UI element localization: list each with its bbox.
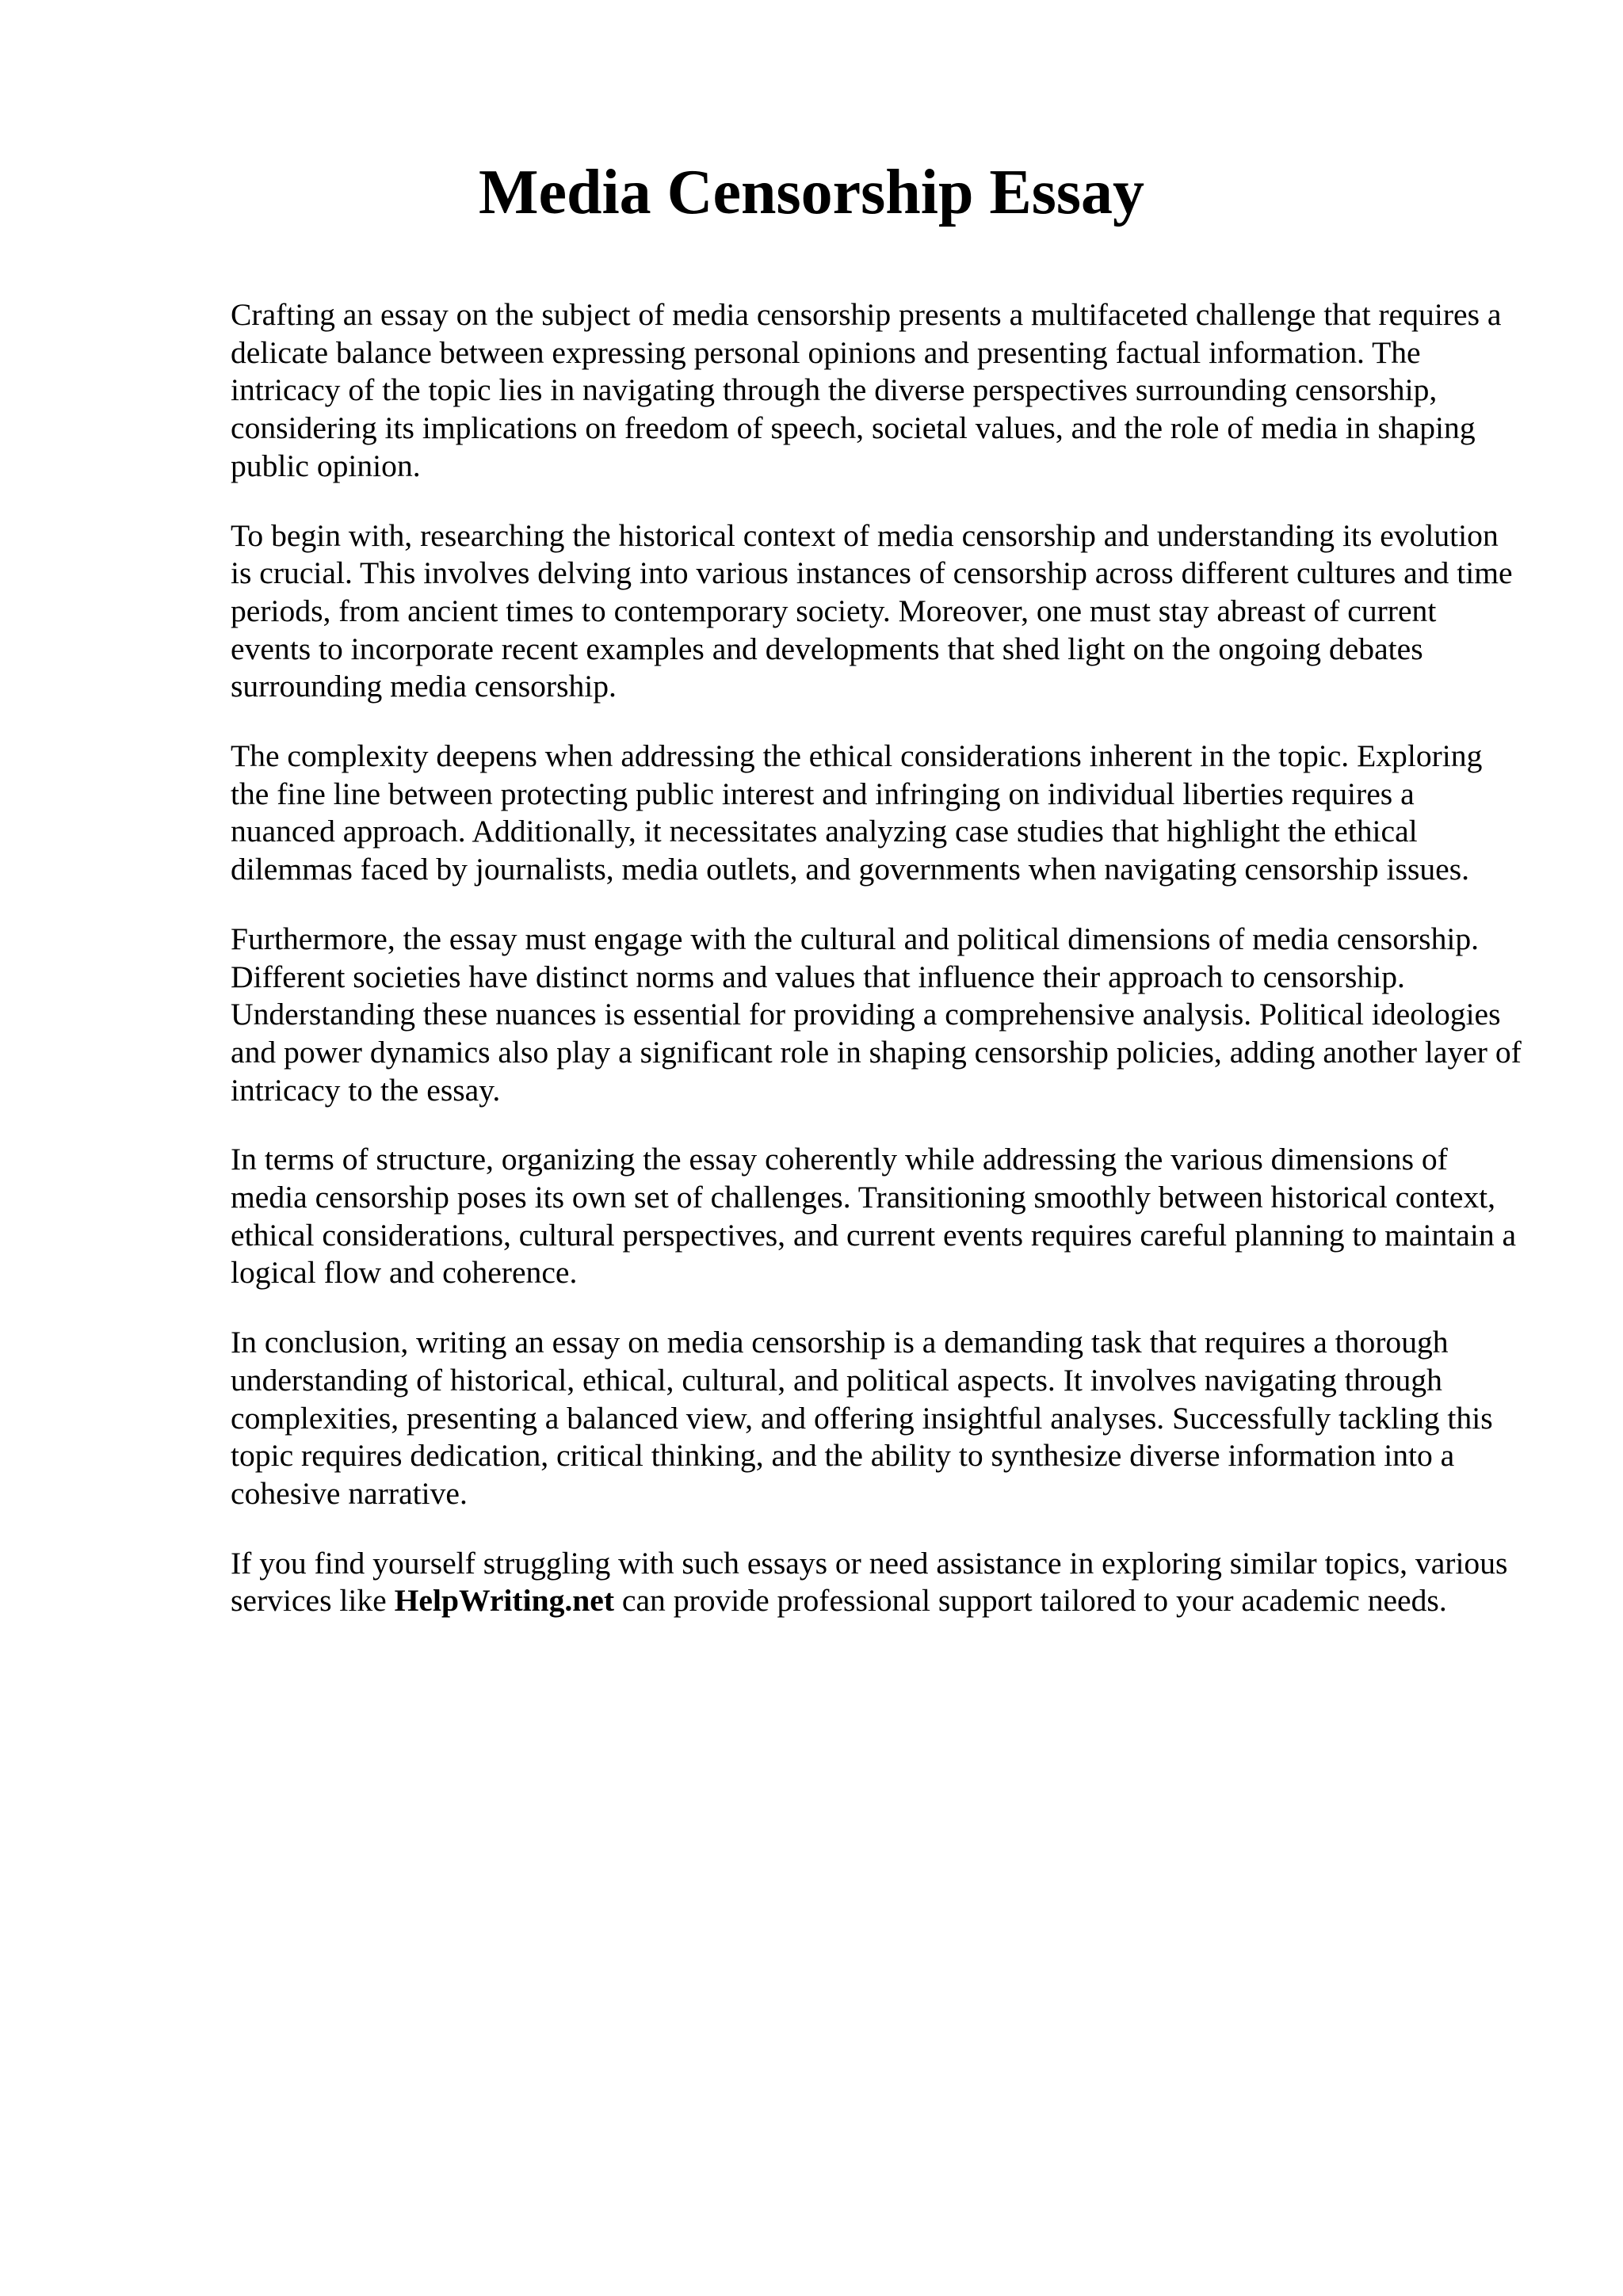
paragraph-ethical-considerations: The complexity deepens when addressing the ethical considerations inherent in the topic. Exploring the fine line between protecting public interest and infringing on individual liberties requires a nuanced approach. Additionally, it necessitates analyzing case studies that highlight the ethical dilemmas faced by journalists, media outlets, and governments when navigating censorship issues. — [231, 738, 1483, 887]
paragraph-intro: Crafting an essay on the subject of media censorship presents a multifaceted challenge that requires a delicate balance between expressing personal opinions and presenting factual information. The intricacy of the topic lies in navigating through the diverse perspectives surrounding censorship, considering its implications on freedom of speech, societal values, and the role of media in shaping public opinion. — [231, 297, 1502, 483]
paragraph-cultural-political: Furthermore, the essay must engage with the cultural and political dimensions of media censorship. Different societies have distinct norms and values that influence their approach to censorship. Understanding these nuances is essential for providing a comprehensive analysis. Political ideologies and power dynamics also play a significant role in shaping censorship policies, adding another layer of intricacy to the essay. — [231, 921, 1522, 1108]
paragraph-conclusion: In conclusion, writing an essay on media censorship is a demanding task that requires a thorough understanding of historical, ethical, cultural, and political aspects. It involves navigating through complexities, presenting a balanced view, and offering insightful analyses. Successfully tackling this topic requires dedication, critical thinking, and the ability to synthesize diverse information into a cohesive narrative. — [231, 1325, 1493, 1511]
essay-body — [231, 296, 1522, 1652]
closing-text-after: can provide professional support tailored to your academic needs. — [614, 1583, 1447, 1619]
paragraph-structure: In terms of structure, organizing the essay coherently while addressing the various dimensions of media censorship poses its own set of challenges. Transitioning smoothly between historical context, ethical considerations, cultural perspectives, and current events requires careful planning to maintain a logical flow and coherence. — [231, 1142, 1517, 1291]
helpwriting-brand-name: HelpWriting.net — [394, 1583, 615, 1619]
page-title: Media Censorship Essay — [478, 158, 1145, 227]
closing-text-before: If you find yourself struggling with such essays or need assistance in exploring similar topics, various services like — [231, 1545, 1508, 1619]
paragraph-closing — [231, 1545, 1522, 1620]
paragraph-historical-context: To begin with, researching the historical context of media censorship and understanding its evolution is crucial. This involves delving into various instances of censorship across different cultures and time periods, from ancient times to contemporary society. Moreover, one must stay abreast of current events to incorporate recent examples and developments that shed light on the ongoing debates surrounding media censorship. — [231, 517, 1513, 704]
